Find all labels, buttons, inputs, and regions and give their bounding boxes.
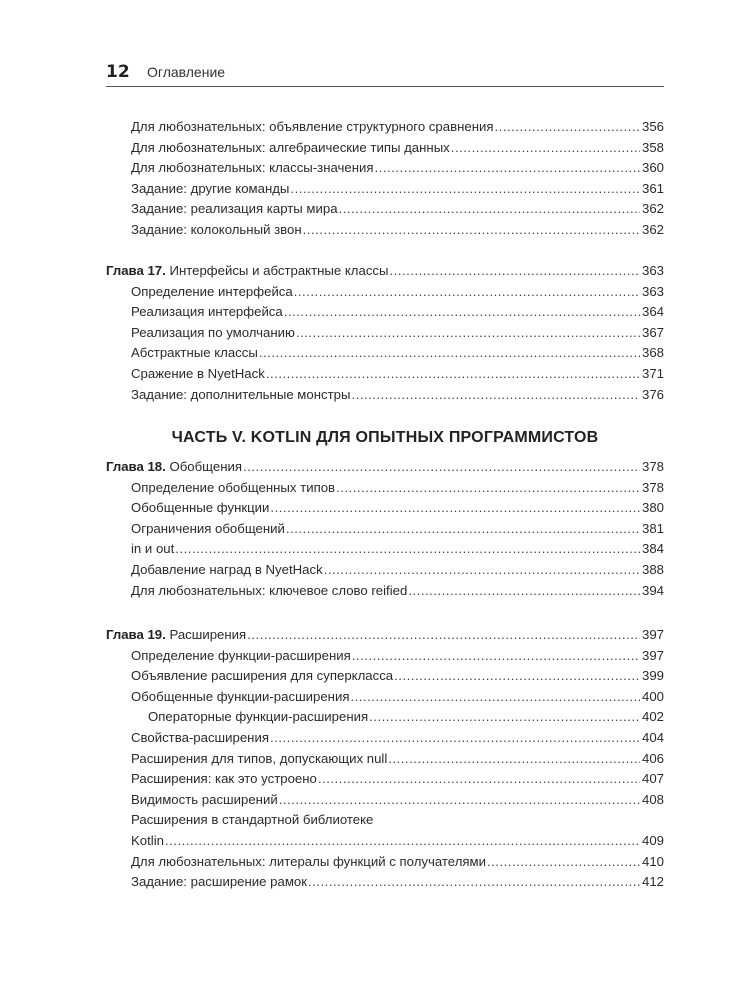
toc-page-number: 399 [641,668,664,684]
toc-entry[interactable]: Объявление расширения для суперкласса ..... 399 [106,666,664,687]
toc-page-number: 381 [641,520,664,536]
toc-entry[interactable]: Расширения: как это устроено ..... 407 [106,769,664,790]
toc-block-prev-chapter [106,117,664,241]
dot-leader [350,687,640,708]
dot-leader [284,302,640,323]
dot-leader [369,707,640,728]
dot-leader [266,364,640,385]
toc-entry[interactable]: Для любознательных: литералы функций с получателями ..... 410 [106,852,664,873]
toc-page-number: 362 [641,221,664,237]
toc-page-number: 358 [641,139,664,155]
dot-leader [290,179,640,200]
dot-leader [286,519,640,540]
part-heading: ЧАСТЬ V. KOTLIN ДЛЯ ОПЫТНЫХ ПРОГРАММИСТОВ [171,429,599,446]
toc-page-number: 364 [641,304,664,320]
dot-leader [243,457,640,478]
toc-page-number: 402 [641,709,664,725]
toc-page-number: 407 [641,771,664,787]
chapter-title: Расширения [169,627,247,642]
toc-page-number: 363 [641,263,664,278]
toc-page-number: 388 [641,561,664,577]
toc-entry-multiline[interactable]: Расширения в стандартной библиотеке Kotlin ..... 409 [106,810,664,851]
dot-leader [352,646,640,667]
toc-chapter-19 [106,625,664,893]
toc-entry[interactable]: Задание: другие команды ..... 361 [106,179,664,200]
dot-leader [318,769,640,790]
dot-leader [408,581,640,602]
dot-leader [375,158,640,179]
toc-entry[interactable]: Для любознательных: ключевое слово reified ..... 394 [106,581,664,602]
toc-page-number: 409 [641,832,664,848]
toc-page-number: 378 [641,479,664,495]
toc-page-number: 367 [641,324,664,340]
dot-leader [495,117,640,138]
chapter-label: Глава 18. [106,459,166,474]
page-number: 12 [106,62,130,82]
toc-entry[interactable]: Задание: колокольный звон ..... 362 [106,220,664,241]
running-title: Оглавление [147,64,226,80]
dot-leader [247,625,640,646]
toc-entry[interactable]: Для любознательных: классы-значения ..... 360 [106,158,664,179]
chapter-label: Глава 17. [106,263,166,278]
toc-chapter-entry[interactable] [106,625,664,646]
toc-entry[interactable]: Реализация по умолчанию ..... 367 [106,323,664,344]
toc-entry[interactable]: in и out ..... 384 [106,539,664,560]
toc-page-number: 356 [641,119,664,134]
toc-entry[interactable]: Задание: расширение рамок ..... 412 [106,872,664,893]
toc-page-number: 378 [641,459,664,474]
dot-leader [389,261,640,282]
toc-entry[interactable]: Реализация интерфейса ..... 364 [106,302,664,323]
toc-entry[interactable]: Операторные функции-расширения ..... 402 [106,707,664,728]
dot-leader [324,560,640,581]
page-header [106,62,664,87]
dot-leader [270,728,640,749]
toc-entry[interactable]: Определение интерфейса ..... 363 [106,282,664,303]
toc-entry[interactable]: Видимость расширений ..... 408 [106,790,664,811]
toc-page-number: 363 [641,283,664,299]
dot-leader [296,323,640,344]
chapter-label: Глава 19. [106,627,166,642]
toc-page-number: 408 [641,791,664,807]
dot-leader [487,852,640,873]
toc-entry[interactable]: Свойства-расширения ..... 404 [106,728,664,749]
toc-entry[interactable]: Обобщенные функции-расширения ..... 400 [106,687,664,708]
toc-entry[interactable]: Задание: реализация карты мира ..... 362 [106,199,664,220]
toc-entry[interactable]: Ограничения обобщений ..... 381 [106,519,664,540]
dot-leader [451,138,640,159]
toc-page-number: 410 [641,853,664,869]
toc-page-number: 412 [641,874,664,890]
toc-entry[interactable]: Обобщенные функции ..... 380 [106,498,664,519]
dot-leader [294,282,640,303]
toc-entry[interactable]: Для любознательных: объявление структурного сравнения ..... 356 [106,117,664,138]
toc-entry[interactable]: Для любознательных: алгебраические типы данных ..... 358 [106,138,664,159]
dot-leader [175,539,640,560]
toc-page-number: 406 [641,750,664,766]
dot-leader [336,478,640,499]
toc-page-number: 397 [641,627,664,642]
dot-leader [259,343,640,364]
dot-leader [351,385,640,406]
toc-page-number: 400 [641,688,664,704]
toc-page-number: 361 [641,180,664,196]
toc-entry[interactable]: Определение функции-расширения ..... 397 [106,646,664,667]
toc-chapter-entry[interactable] [106,457,664,478]
toc-page-number: 397 [641,647,664,663]
toc-page-number: 376 [641,386,664,402]
toc-page-number: 404 [641,729,664,745]
dot-leader [165,831,640,852]
toc-entry[interactable]: Добавление наград в NyetHack ..... 388 [106,560,664,581]
dot-leader [279,790,640,811]
toc-page-number: 384 [641,541,664,557]
toc-chapter-18 [106,457,664,601]
chapter-title: Обобщения [169,459,242,474]
toc-page-number: 362 [641,201,664,217]
toc-entry[interactable]: Абстрактные классы ..... 368 [106,343,664,364]
toc-chapter-17 [106,261,664,405]
toc-chapter-entry[interactable] [106,261,664,282]
dot-leader [394,666,640,687]
dot-leader [303,220,640,241]
dot-leader [270,498,640,519]
toc-page-number: 368 [641,345,664,361]
toc-page-number: 380 [641,500,664,516]
dot-leader [388,749,640,770]
toc-page-number: 371 [641,365,664,381]
dot-leader [339,199,640,220]
toc-entry[interactable]: Определение обобщенных типов ..... 378 [106,478,664,499]
toc-page-number: 360 [641,160,664,176]
toc-entry[interactable]: Сражение в NyetHack ..... 371 [106,364,664,385]
toc-entry[interactable]: Задание: дополнительные монстры ..... 376 [106,385,664,406]
chapter-title: Интерфейсы и абстрактные классы [169,263,389,278]
toc-page-number: 394 [641,582,664,598]
dot-leader [308,872,640,893]
toc-entry[interactable]: Расширения для типов, допускающих null ..... 406 [106,749,664,770]
